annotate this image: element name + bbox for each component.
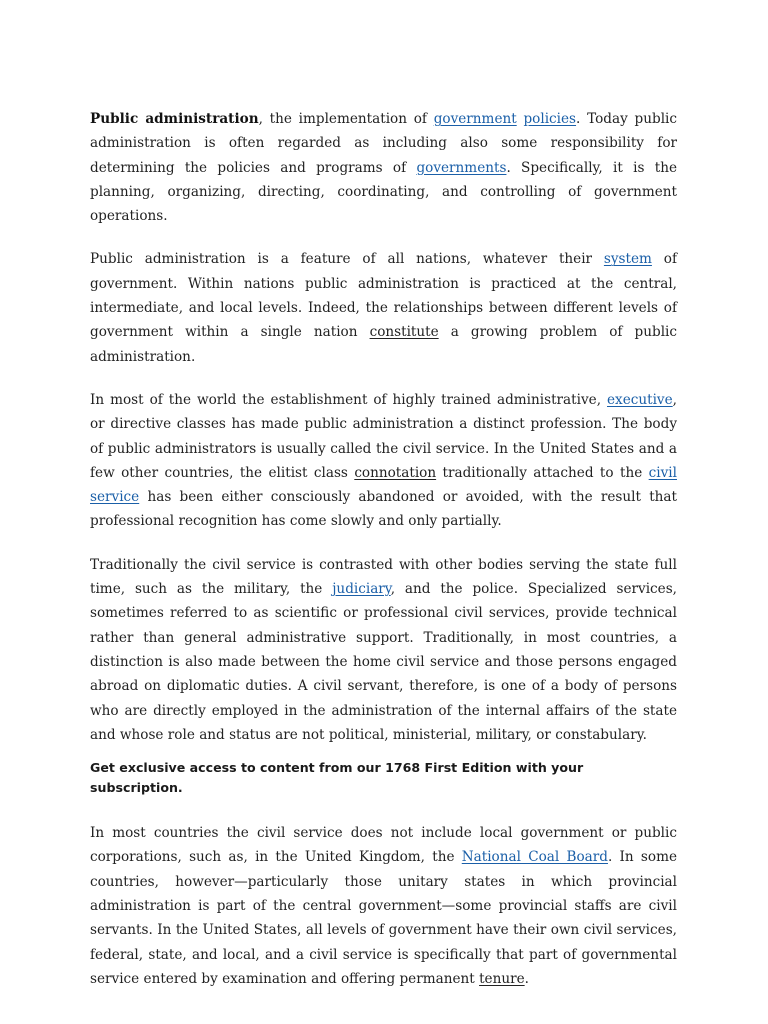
link-governments[interactable]: governments xyxy=(416,159,507,176)
link-system[interactable]: system xyxy=(603,251,652,268)
text-span: , the implementation of xyxy=(258,111,434,127)
text-span: has been either consciously abandoned or avoided, with the result that professional recognition has come slowly and only partially. xyxy=(90,489,677,530)
text-span: In most of the world the establishment of highly trained administrative, xyxy=(90,391,607,408)
link-judiciary[interactable]: judiciary xyxy=(332,581,391,598)
text-span: . In some countries, however—particularly those unitary states in which provincial administration is part of the central government—some provincial staffs are civil servants. In the United States, all levels of government have their own civil services, federal, state, and local, and a civil service is specifically that part of governmental service entered by examination and offering permanent xyxy=(90,849,678,987)
text-span: Public administration is a feature of all nations, whatever their xyxy=(90,251,604,268)
text-span: Traditionally the civil service is contrasted with other bodies serving the state full time, such as the military, the xyxy=(90,556,677,598)
link-executive[interactable]: executive xyxy=(607,391,673,408)
paragraph-nations xyxy=(90,247,677,368)
text-span: . xyxy=(524,970,529,987)
text-span: . Today public administration is often regarded as including also some responsibility for determining the policies and programs of xyxy=(90,111,677,176)
dictionary-link-tenure[interactable]: tenure xyxy=(479,970,525,987)
link-policies[interactable]: policies xyxy=(523,111,577,127)
text-span: , or directive classes has made public administration a distinct profession. The body of public administrators is usually called the civil service. In the United States and a few other countries, the elitist class xyxy=(90,391,677,481)
link-national-coal-board[interactable]: National Coal Board xyxy=(461,849,608,866)
paragraph-profession xyxy=(90,388,677,534)
term-heading: Public administration xyxy=(90,111,259,127)
subscription-promo[interactable]: Get exclusive access to content from our 1768 First Edition with your subscription. xyxy=(90,760,584,796)
text-span: In most countries the civil service does not include local government or public corporations, such as, in the United Kingdom, the xyxy=(90,825,677,866)
link-government[interactable]: government xyxy=(433,111,517,127)
text-span: a growing problem of public administration. xyxy=(90,324,677,365)
dictionary-link-connotation[interactable]: connotation xyxy=(354,464,437,481)
dictionary-link-constitute[interactable]: constitute xyxy=(369,324,439,341)
text-span: traditionally attached to the xyxy=(436,464,649,481)
link-civil-service[interactable]: civil service xyxy=(90,464,677,506)
text-span: , and the police. Specialized services, sometimes referred to as scientific or professional civil services, provide technical rather than general administrative support. Traditionally, in most countries, a distinction is also made between the home civil service and those persons engaged abroad on diplomatic duties. A civil servant, therefore, is one of a body of persons who are directly employed in the administration of the internal affairs of the state and whose role and status are not political, ministerial, military, or constabulary. xyxy=(90,581,677,743)
text-span: . Specifically, it is the planning, organizing, directing, coordinating, and controlling of government operations. xyxy=(90,159,677,225)
article-body xyxy=(90,107,677,1010)
paragraph-local-government xyxy=(90,821,677,991)
text-span: of government. Within nations public administration is practiced at the central, intermediate, and local levels. Indeed, the relationships between different levels of government within a single nation xyxy=(90,251,677,341)
paragraph-civil-service xyxy=(90,553,677,747)
paragraph-intro xyxy=(90,107,677,228)
